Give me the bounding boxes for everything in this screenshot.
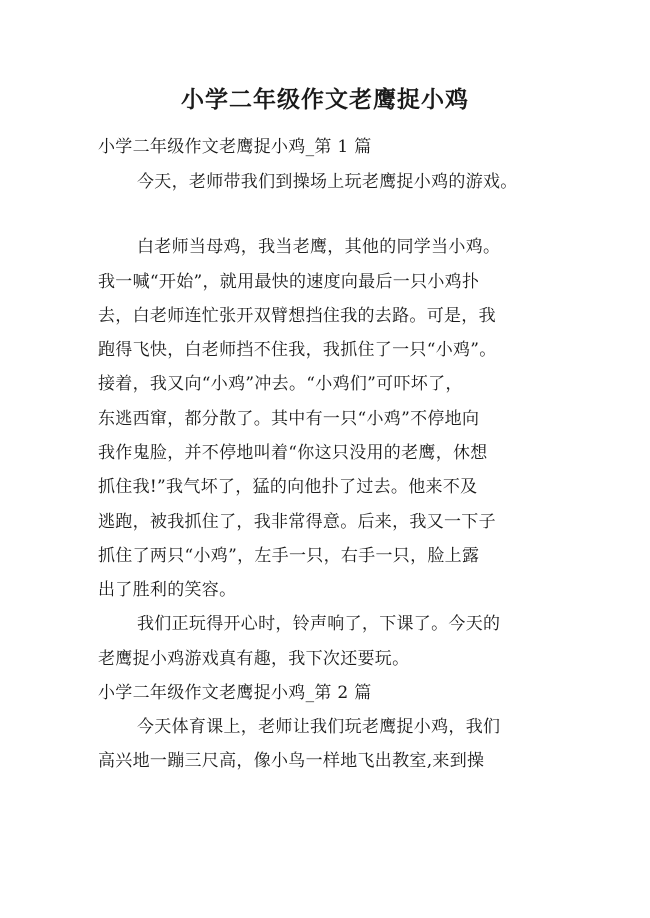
paragraph-line: 接着，我又向“小鸡”冲去。“小鸡们”可吓坏了， <box>98 374 463 394</box>
paragraph-line: 跑得飞快，白老师挡不住我，我抓住了一只“小鸡”。 <box>98 340 497 360</box>
paragraph-line: 高兴地一蹦三尺高，像小鸟一样地飞出教室,来到操 <box>98 751 485 771</box>
paragraph-line: 老鹰捉小鸡游戏真有趣，我下次还要玩。 <box>98 649 410 669</box>
paragraph-line: 东逃西窜，都分散了。其中有一只“小鸡”不停地向 <box>98 409 480 429</box>
section-heading-1: 小学二年级作文老鹰捉小鸡_第 1 篇 <box>98 137 372 157</box>
paragraph-line: 我作鬼脸，并不停地叫着“你这只没用的老鹰，休想 <box>98 443 488 463</box>
paragraph-line: 我们正玩得开心时，铃声响了，下课了。今天的 <box>137 614 501 634</box>
paragraph-line: 我一喊“开始”，就用最快的速度向最后一只小鸡扑 <box>98 272 480 292</box>
paragraph-line: 白老师当母鸡，我当老鹰，其他的同学当小鸡。 <box>137 237 501 257</box>
document-title: 小学二年级作文老鹰捉小鸡 <box>181 87 469 113</box>
section-heading-2: 小学二年级作文老鹰捉小鸡_第 2 篇 <box>98 683 372 703</box>
paragraph-line: 今天，老师带我们到操场上玩老鹰捉小鸡的游戏。 <box>137 172 518 192</box>
paragraph-line: 抓住了两只“小鸡”，左手一只，右手一只，脸上露 <box>98 546 480 566</box>
paragraph-line: 逃跑，被我抓住了，我非常得意。后来，我又一下子 <box>98 512 496 532</box>
paragraph-line: 抓住我!”我气坏了，猛的向他扑了过去。他来不及 <box>98 477 478 497</box>
paragraph-line: 今天体育课上，老师让我们玩老鹰捉小鸡，我们 <box>137 717 501 737</box>
paragraph-line: 去，白老师连忙张开双臂想挡住我的去路。可是，我 <box>98 306 496 326</box>
paragraph-line: 出了胜利的笑容。 <box>98 580 237 600</box>
